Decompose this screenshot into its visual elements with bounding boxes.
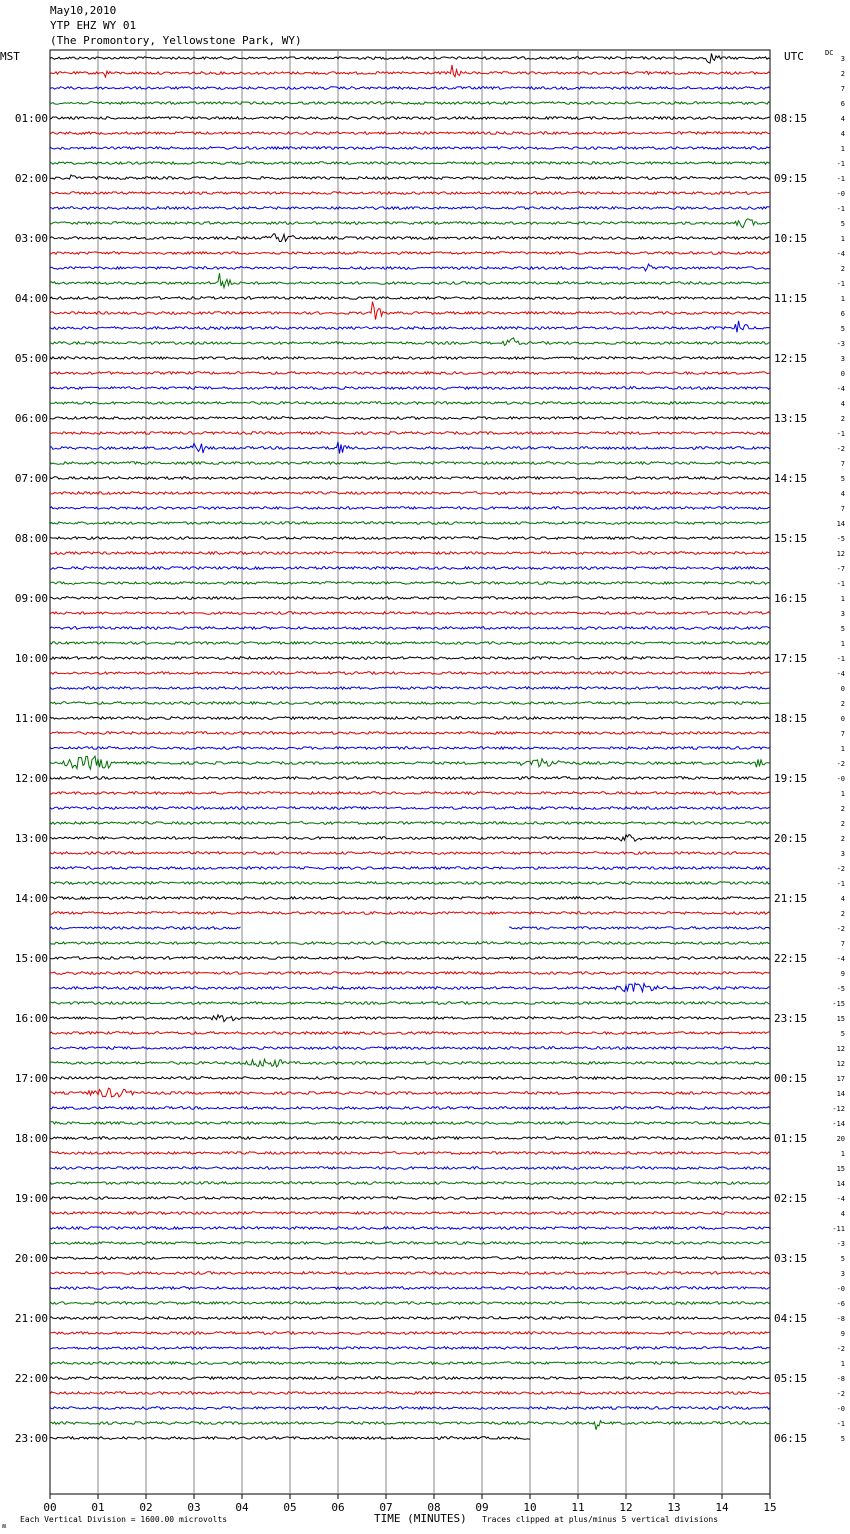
dc-offset-label: -14: [832, 1120, 845, 1128]
trace-row: [50, 912, 770, 915]
left-hour-label: 11:00: [14, 712, 48, 725]
dc-offset-label: 12: [836, 1045, 845, 1053]
trace-row: [50, 882, 770, 885]
trace-row: [50, 567, 770, 570]
dc-header-label: DC: [825, 49, 834, 57]
right-hour-label: 17:15: [774, 652, 808, 665]
trace-row: [50, 1332, 770, 1335]
dc-offset-label: 7: [840, 85, 845, 93]
trace-row: [50, 507, 770, 510]
trace-row: [50, 983, 770, 992]
trace-row: [50, 1107, 770, 1110]
trace-row: [50, 1302, 770, 1305]
trace-row: [50, 338, 770, 346]
trace-row: [50, 612, 770, 615]
trace-row: [50, 1182, 770, 1185]
trace-row: [50, 522, 770, 525]
trace-row: [50, 264, 770, 271]
trace-row: [50, 627, 770, 630]
trace-row: [50, 1287, 770, 1290]
trace-row: [50, 1257, 770, 1260]
left-hour-label: 18:00: [14, 1132, 48, 1145]
trace-row: [50, 642, 770, 645]
dc-offset-label: 14: [836, 1180, 845, 1188]
dc-offset-label: -4: [836, 250, 845, 258]
trace-row: [50, 54, 770, 64]
right-hour-label: 22:15: [774, 952, 808, 965]
left-timezone-label: MST: [0, 50, 20, 63]
dc-offset-label: 2: [840, 910, 845, 918]
trace-row: [50, 372, 770, 375]
trace-row: [50, 717, 770, 720]
dc-offset-label: 1: [840, 235, 845, 243]
dc-offset-label: -3: [836, 1240, 845, 1248]
right-hour-label: 04:15: [774, 1312, 808, 1325]
dc-offset-label: 4: [840, 115, 845, 123]
right-hour-label: 14:15: [774, 472, 808, 485]
right-hour-label: 10:15: [774, 232, 808, 245]
dc-offset-label: -3: [836, 340, 845, 348]
x-axis-title: TIME (MINUTES): [374, 1512, 467, 1525]
left-hour-label: 13:00: [14, 832, 48, 845]
x-tick-label: 05: [283, 1501, 297, 1514]
dc-offset-label: -4: [836, 1195, 845, 1203]
x-tick-label: 04: [235, 1501, 249, 1514]
dc-offset-label: 3: [840, 610, 845, 618]
trace-row: [50, 807, 770, 810]
trace-row: [50, 402, 770, 405]
dc-offset-label: -4: [836, 670, 845, 678]
trace-row: [50, 1362, 770, 1365]
logo-icon: ʍ: [2, 1522, 7, 1530]
trace-row: [50, 1421, 770, 1430]
dc-offset-label: 2: [840, 820, 845, 828]
right-hour-label: 20:15: [774, 832, 808, 845]
dc-offset-label: 14: [836, 1090, 845, 1098]
dc-offset-label: -15: [832, 1000, 845, 1008]
left-hour-label: 12:00: [14, 772, 48, 785]
x-tick-label: 15: [763, 1501, 777, 1514]
right-hour-label: 23:15: [774, 1012, 808, 1025]
trace-row: [50, 234, 770, 242]
dc-offset-label: -5: [836, 985, 845, 993]
trace-row: [50, 1347, 770, 1350]
right-hour-label: 05:15: [774, 1372, 808, 1385]
trace-row: [50, 162, 770, 165]
dc-offset-label: 5: [840, 1030, 845, 1038]
dc-offset-label: 1: [840, 790, 845, 798]
left-hour-label: 09:00: [14, 592, 48, 605]
dc-offset-label: 9: [840, 970, 845, 978]
dc-offset-label: 6: [840, 100, 845, 108]
dc-offset-label: -1: [836, 205, 845, 213]
dc-offset-label: 1: [840, 745, 845, 753]
trace-row: [50, 477, 770, 480]
dc-offset-label: -1: [836, 580, 845, 588]
trace-row: [50, 1317, 770, 1320]
trace-row: [50, 357, 770, 360]
dc-offset-label: -1: [836, 175, 845, 183]
dc-offset-label: 1: [840, 295, 845, 303]
trace-row: [50, 1137, 770, 1140]
dc-offset-label: 3: [840, 55, 845, 63]
trace-row: [50, 537, 770, 540]
left-hour-label: 08:00: [14, 532, 48, 545]
right-hour-label: 08:15: [774, 112, 808, 125]
dc-offset-label: 5: [840, 1255, 845, 1263]
dc-offset-label: 12: [836, 1060, 845, 1068]
trace-row: [50, 492, 770, 495]
trace-row: [50, 747, 770, 750]
dc-offset-label: 1: [840, 1360, 845, 1368]
trace-row: [50, 1152, 770, 1155]
trace-row: [50, 442, 770, 454]
trace-row: [50, 175, 770, 179]
x-tick-label: 00: [43, 1501, 57, 1514]
trace-row: [50, 1227, 770, 1230]
x-tick-label: 07: [379, 1501, 393, 1514]
dc-offset-label: -1: [836, 655, 845, 663]
dc-offset-label: -0: [836, 1405, 845, 1413]
dc-offset-label: -2: [836, 925, 845, 933]
location-label: (The Promontory, Yellowstone Park, WY): [50, 34, 302, 47]
dc-offset-label: 7: [840, 505, 845, 513]
right-hour-label: 06:15: [774, 1432, 808, 1445]
right-hour-label: 00:15: [774, 1072, 808, 1085]
x-tick-label: 03: [187, 1501, 201, 1514]
trace-row: [50, 321, 770, 333]
right-timezone-label: UTC: [784, 50, 804, 63]
dc-offset-label: -8: [836, 1315, 845, 1323]
left-hour-label: 02:00: [14, 172, 48, 185]
dc-offset-label: 4: [840, 895, 845, 903]
dc-offset-label: 5: [840, 475, 845, 483]
left-hour-label: 14:00: [14, 892, 48, 905]
right-hour-label: 11:15: [774, 292, 808, 305]
dc-offset-label: 0: [840, 715, 845, 723]
trace-row: [50, 132, 770, 135]
left-hour-label: 07:00: [14, 472, 48, 485]
dc-offset-label: 20: [836, 1135, 845, 1143]
dc-offset-label: 6: [840, 310, 845, 318]
dc-offset-label: 15: [836, 1015, 845, 1023]
right-hour-label: 12:15: [774, 352, 808, 365]
dc-offset-label: -11: [832, 1225, 845, 1233]
dc-offset-label: 2: [840, 415, 845, 423]
trace-row: [50, 867, 770, 870]
dc-offset-label: -8: [836, 1375, 845, 1383]
trace-row: [50, 702, 770, 705]
trace-row: [50, 1167, 770, 1170]
trace-row: [50, 1197, 770, 1200]
left-hour-label: 10:00: [14, 652, 48, 665]
dc-offset-label: 0: [840, 685, 845, 693]
trace-row: [50, 417, 770, 420]
trace-row: [50, 1212, 770, 1215]
dc-offset-label: 4: [840, 130, 845, 138]
dc-offset-label: 1: [840, 595, 845, 603]
trace-row: [50, 792, 770, 795]
x-tick-label: 11: [571, 1501, 585, 1514]
trace-row: [50, 1242, 770, 1245]
left-hour-label: 21:00: [14, 1312, 48, 1325]
trace-row: [50, 102, 770, 105]
trace-row: [50, 252, 770, 255]
dc-offset-label: 0: [840, 370, 845, 378]
trace-row: [50, 1088, 770, 1097]
dc-offset-label: -0: [836, 1285, 845, 1293]
dc-offset-label: 4: [840, 1210, 845, 1218]
right-hour-label: 19:15: [774, 772, 808, 785]
trace-row: [50, 597, 770, 600]
dc-offset-label: 2: [840, 700, 845, 708]
dc-offset-label: 5: [840, 325, 845, 333]
trace-row: [50, 672, 770, 675]
trace-row: [50, 65, 770, 77]
right-hour-label: 15:15: [774, 532, 808, 545]
dc-offset-label: -1: [836, 430, 845, 438]
left-hour-label: 19:00: [14, 1192, 48, 1205]
trace-row: [50, 687, 770, 690]
x-tick-label: 01: [91, 1501, 105, 1514]
trace-row: [50, 732, 770, 735]
trace-row: [50, 432, 770, 435]
x-tick-label: 09: [475, 1501, 489, 1514]
trace-row: [50, 756, 770, 769]
dc-offset-label: 17: [836, 1075, 845, 1083]
trace-row: [50, 552, 770, 555]
trace-row: [50, 462, 770, 465]
dc-offset-label: 2: [840, 265, 845, 273]
dc-offset-label: -12: [832, 1105, 845, 1113]
left-hour-label: 03:00: [14, 232, 48, 245]
dc-offset-label: -2: [836, 445, 845, 453]
dc-offset-label: 4: [840, 490, 845, 498]
trace-row: [50, 1015, 770, 1022]
dc-offset-label: -1: [836, 1420, 845, 1428]
trace-row: [50, 1077, 770, 1080]
date-label: May10,2010: [50, 4, 117, 17]
dc-offset-label: -1: [836, 160, 845, 168]
trace-row: [50, 273, 770, 288]
trace-row: [50, 207, 770, 210]
trace-row: [50, 582, 770, 585]
left-hour-label: 22:00: [14, 1372, 48, 1385]
dc-offset-label: 2: [840, 805, 845, 813]
left-hour-label: 06:00: [14, 412, 48, 425]
dc-offset-label: -6: [836, 1300, 845, 1308]
trace-row: [50, 1392, 770, 1395]
trace-row: [50, 1407, 770, 1410]
dc-offset-label: 1: [840, 145, 845, 153]
right-hour-label: 03:15: [774, 1252, 808, 1265]
dc-offset-label: 5: [840, 625, 845, 633]
dc-offset-label: -0: [836, 775, 845, 783]
left-hour-label: 05:00: [14, 352, 48, 365]
dc-offset-label: 1: [840, 640, 845, 648]
left-hour-label: 01:00: [14, 112, 48, 125]
x-tick-label: 13: [667, 1501, 681, 1514]
left-hour-label: 17:00: [14, 1072, 48, 1085]
dc-offset-label: 9: [840, 1330, 845, 1338]
dc-offset-label: 3: [840, 850, 845, 858]
dc-offset-label: 7: [840, 460, 845, 468]
trace-row: [50, 1002, 770, 1005]
trace-row: [50, 942, 770, 945]
trace-row: [50, 1032, 770, 1035]
dc-offset-label: -1: [836, 280, 845, 288]
trace-row: [50, 835, 770, 842]
dc-offset-label: -2: [836, 760, 845, 768]
dc-offset-label: 3: [840, 1270, 845, 1278]
x-tick-label: 10: [523, 1501, 537, 1514]
right-hour-label: 16:15: [774, 592, 808, 605]
dc-offset-label: 1: [840, 1150, 845, 1158]
dc-offset-label: 4: [840, 400, 845, 408]
trace-row: [50, 822, 770, 825]
trace-row: [50, 219, 770, 228]
clip-note: Traces clipped at plus/minus 5 vertical divisions: [482, 1515, 719, 1524]
dc-offset-label: -1: [836, 880, 845, 888]
dc-offset-label: -7: [836, 565, 845, 573]
dc-offset-label: 2: [840, 835, 845, 843]
dc-offset-label: -4: [836, 385, 845, 393]
right-hour-label: 13:15: [774, 412, 808, 425]
trace-row: [50, 87, 770, 90]
left-hour-label: 16:00: [14, 1012, 48, 1025]
trace-row: [50, 1272, 770, 1275]
x-tick-label: 14: [715, 1501, 729, 1514]
dc-offset-label: 15: [836, 1165, 845, 1173]
dc-offset-label: -5: [836, 535, 845, 543]
trace-row: [50, 297, 770, 300]
scale-note: Each Vertical Division = 1600.00 microvolts: [20, 1515, 228, 1524]
dc-offset-label: 3: [840, 355, 845, 363]
right-hour-label: 01:15: [774, 1132, 808, 1145]
trace-row: [50, 1059, 770, 1067]
right-hour-label: 02:15: [774, 1192, 808, 1205]
dc-offset-label: -2: [836, 865, 845, 873]
dc-offset-label: 5: [840, 1435, 845, 1443]
right-hour-label: 18:15: [774, 712, 808, 725]
right-hour-label: 21:15: [774, 892, 808, 905]
dc-offset-label: 14: [836, 520, 845, 528]
left-hour-label: 20:00: [14, 1252, 48, 1265]
trace-row: [50, 657, 770, 660]
dc-offset-label: 2: [840, 70, 845, 78]
dc-offset-label: 7: [840, 940, 845, 948]
trace-row: [50, 927, 770, 930]
dc-offset-label: -4: [836, 955, 845, 963]
trace-row: [50, 302, 770, 320]
station-label: YTP EHZ WY 01: [50, 19, 137, 32]
trace-row: [50, 1377, 770, 1380]
right-hour-label: 09:15: [774, 172, 808, 185]
trace-row: [50, 972, 770, 975]
trace-row: [50, 897, 770, 900]
trace-row: [50, 147, 770, 150]
left-hour-label: 23:00: [14, 1432, 48, 1445]
dc-offset-label: -2: [836, 1390, 845, 1398]
x-tick-label: 12: [619, 1501, 633, 1514]
trace-row: [50, 117, 770, 120]
x-tick-label: 08: [427, 1501, 441, 1514]
dc-offset-label: 7: [840, 730, 845, 738]
trace-row: [50, 387, 770, 390]
trace-row: [50, 1047, 770, 1050]
dc-offset-label: -2: [836, 1345, 845, 1353]
left-hour-label: 15:00: [14, 952, 48, 965]
trace-row: [50, 1122, 770, 1125]
trace-row: [50, 957, 770, 960]
trace-row: [50, 852, 770, 855]
left-hour-label: 04:00: [14, 292, 48, 305]
trace-row: [50, 777, 770, 780]
trace-row: [50, 192, 770, 195]
dc-offset-label: 5: [840, 220, 845, 228]
x-tick-label: 06: [331, 1501, 345, 1514]
dc-offset-label: 12: [836, 550, 845, 558]
dc-offset-label: -0: [836, 190, 845, 198]
x-tick-label: 02: [139, 1501, 153, 1514]
